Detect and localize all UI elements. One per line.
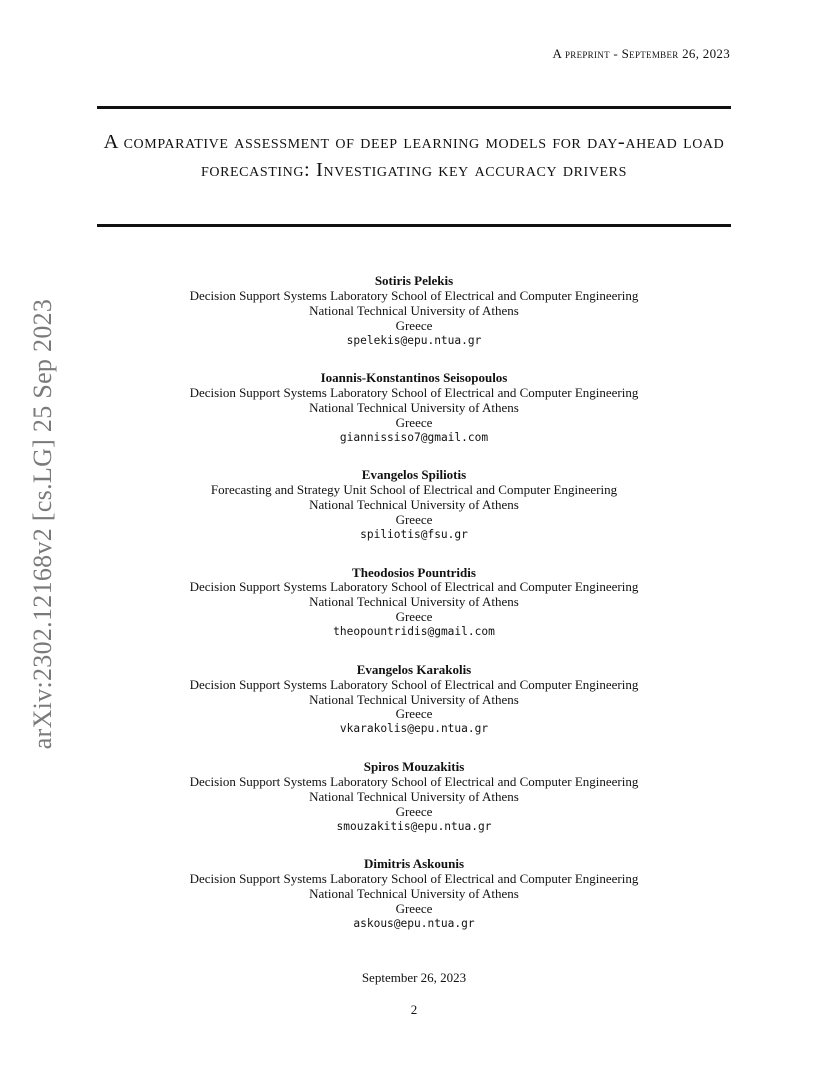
title-bottom-rule: [97, 224, 731, 227]
author-country: Greece: [395, 414, 433, 430]
author-affiliation: Decision Support Systems Laboratory School of Electrical and Computer Engineering: [189, 676, 639, 692]
author-name: Ioannis-Konstantinos Seisopoulos: [320, 370, 508, 386]
author-list: [97, 274, 731, 954]
author-university: National Technical University of Athens: [309, 497, 519, 513]
author-email: askous@epu.ntua.gr: [353, 916, 475, 930]
author-university: National Technical University of Athens: [309, 788, 519, 804]
author-name: Spiros Mouzakitis: [363, 758, 465, 774]
author-country: Greece: [395, 512, 433, 528]
author-email: spiliotis@fsu.gr: [360, 528, 468, 541]
author-block: [97, 274, 731, 371]
author-name: Dimitris Askounis: [363, 856, 465, 872]
author-email: giannissiso7@gmail.com: [339, 430, 489, 444]
author-country: Greece: [395, 706, 433, 722]
author-university: National Technical University of Athens: [309, 400, 519, 415]
author-affiliation: Decision Support Systems Laboratory School of Electrical and Computer Engineering: [189, 773, 639, 789]
arxiv-identifier-stamp: arXiv:2302.12168v2 [cs.LG] 25 Sep 2023: [28, 298, 57, 750]
author-affiliation: Forecasting and Strategy Unit School of Electrical and Computer Engineering: [210, 482, 618, 498]
author-email: theopountridis@gmail.com: [333, 625, 495, 639]
author-email: smouzakitis@epu.ntua.gr: [336, 819, 492, 833]
running-header: A preprint - September 26, 2023: [552, 46, 730, 61]
paper-title: A comparative assessment of deep learning models for day-ahead load forecasting: Investigating key accuracy drivers: [103, 131, 725, 181]
author-country: Greece: [395, 900, 433, 916]
publication-date: September 26, 2023: [361, 970, 467, 985]
author-email: spelekis@epu.ntua.gr: [346, 333, 482, 347]
author-name: Theodosios Pountridis: [352, 564, 476, 580]
author-block: [97, 371, 731, 468]
author-affiliation: Decision Support Systems Laboratory School of Electrical and Computer Engineering: [189, 287, 639, 303]
author-university: National Technical University of Athens: [309, 691, 519, 707]
author-name: Sotiris Pelekis: [374, 273, 454, 288]
author-university: National Technical University of Athens: [309, 594, 519, 610]
author-block: [97, 857, 731, 954]
title-top-rule: [97, 106, 731, 109]
author-country: Greece: [395, 609, 433, 625]
author-country: Greece: [395, 803, 433, 819]
author-affiliation: Decision Support Systems Laboratory School of Electrical and Computer Engineering: [189, 385, 639, 401]
author-block: [97, 760, 731, 857]
author-block: [97, 468, 731, 565]
page-number: 2: [410, 1002, 418, 1017]
author-email: vkarakolis@epu.ntua.gr: [339, 722, 489, 736]
author-name: Evangelos Spiliotis: [361, 467, 467, 483]
author-block: [97, 566, 731, 663]
author-university: National Technical University of Athens: [309, 885, 519, 901]
author-name: Evangelos Karakolis: [356, 661, 472, 677]
author-block: [97, 663, 731, 760]
author-university: National Technical University of Athens: [309, 302, 519, 318]
author-affiliation: Decision Support Systems Laboratory School of Electrical and Computer Engineering: [189, 579, 639, 595]
author-affiliation: Decision Support Systems Laboratory School of Electrical and Computer Engineering: [189, 871, 639, 887]
author-country: Greece: [395, 317, 433, 333]
